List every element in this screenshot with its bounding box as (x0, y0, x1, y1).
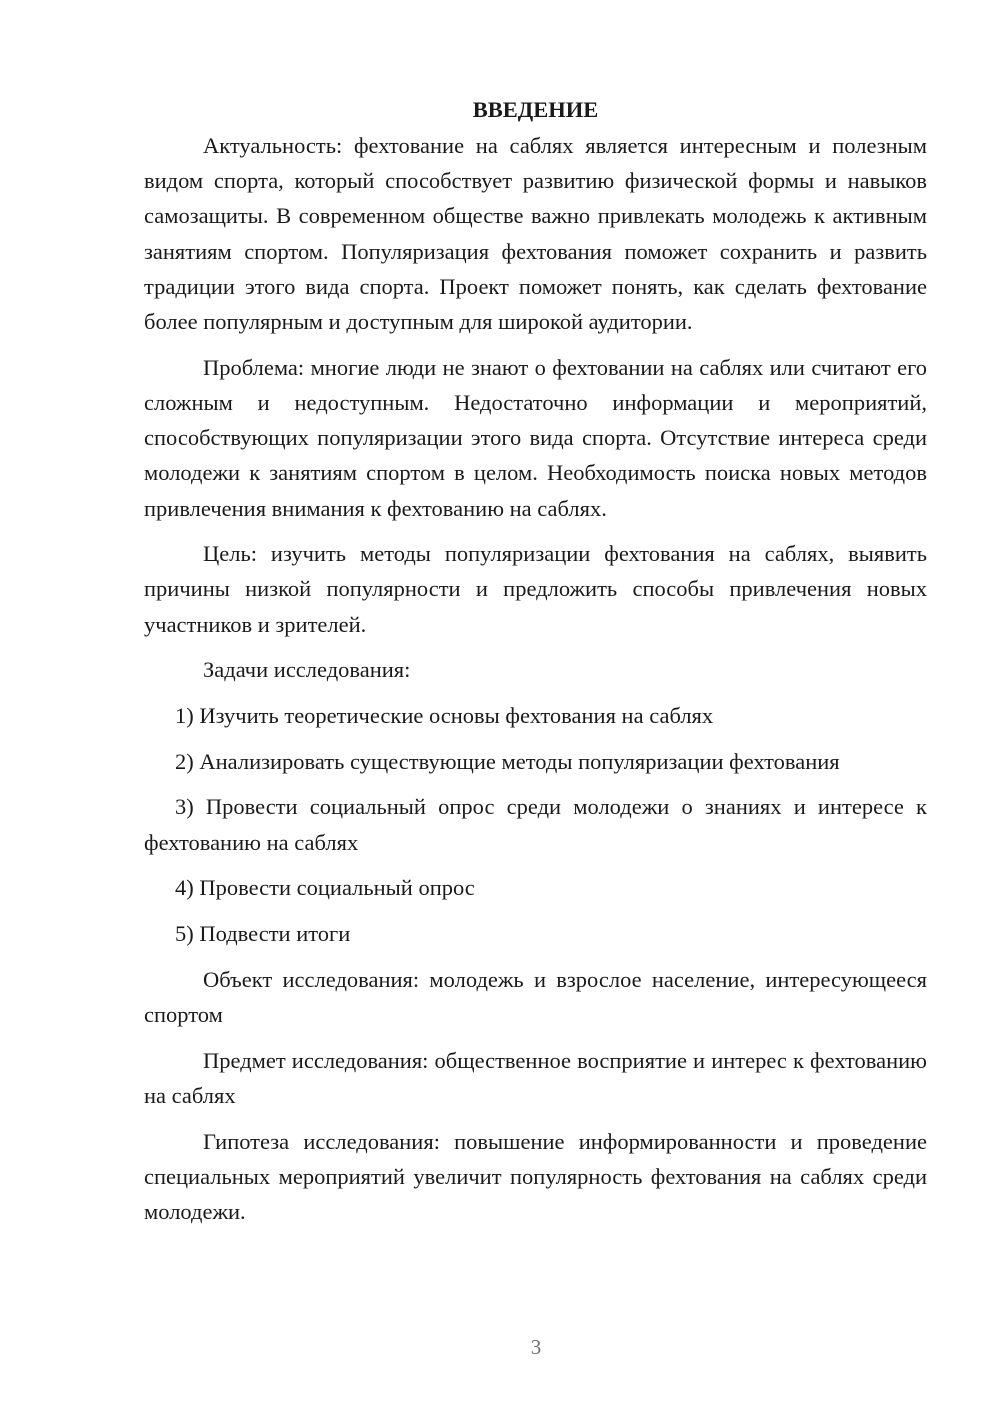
object-paragraph: Объект исследования: молодежь и взрослое население, интересующееся спортом (144, 966, 927, 1027)
task-item-2: 2) Анализировать существующие методы популяризации фехтования (175, 748, 840, 774)
task-item-4: 4) Провести социальный опрос (175, 875, 475, 901)
goal-paragraph: Цель: изучить методы популяризации фехтования на саблях, выявить причины низкой популярности и предложить способы привлечения новых участников и зрителей. (144, 541, 927, 637)
page-number: 3 (530, 1335, 542, 1359)
hypothesis-paragraph: Гипотеза исследования: повышение информированности и проведение специальных мероприятий увеличит популярность фехтования на саблях среди молодежи. (144, 1128, 927, 1224)
subject-paragraph: Предмет исследования: общественное восприятие и интерес к фехтованию на саблях (144, 1047, 927, 1108)
task-item-3: 3) Провести социальный опрос среди молодежи о знаниях и интересе к фехтованию на саблях (144, 794, 927, 855)
task-item-1: 1) Изучить теоретические основы фехтования на саблях (175, 703, 714, 729)
task-item-5: 5) Подвести итоги (175, 921, 351, 947)
tasks-heading: Задачи исследования: (203, 657, 411, 683)
page-content (144, 92, 927, 1240)
problem-paragraph: Проблема: многие люди не знают о фехтовании на саблях или считают его сложным и недоступным. Недостаточно информации и мероприятий, способствующих популяризации этого вида спорта. Отсутствие интереса среди молодежи к занятиям спортом в целом. Необходимость поиска новых методов привлечения внимания к фехтованию на саблях. (144, 354, 927, 521)
section-title: ВВЕДЕНИЕ (472, 97, 599, 122)
relevance-paragraph: Актуальность: фехтование на саблях является интересным и полезным видом спорта, который способствует развитию физической формы и навыков самозащиты. В современном обществе важно привлекать молодежь к активным занятиям спортом. Популяризация фехтования поможет сохранить и развить традиции этого вида спорта. Проект поможет понять, как сделать фехтование более популярным и доступным для широкой аудитории. (144, 133, 927, 335)
